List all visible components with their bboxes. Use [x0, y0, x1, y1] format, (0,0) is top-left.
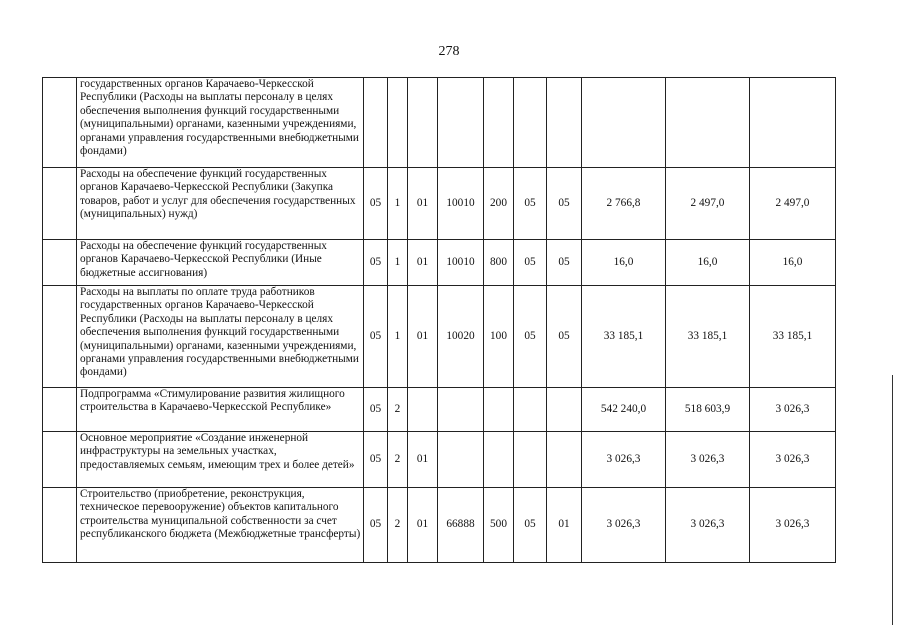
amount-cell: [582, 78, 666, 168]
amount-cell: 542 240,0: [582, 388, 666, 432]
code-cell: 800: [484, 240, 514, 286]
code-cell: 05: [514, 488, 547, 563]
code-cell: [514, 78, 547, 168]
code-cell: [514, 432, 547, 488]
row-number-cell: [43, 432, 77, 488]
code-cell: 1: [388, 168, 408, 240]
amount-cell: 16,0: [666, 240, 750, 286]
table-row: [43, 78, 836, 168]
row-name-cell: Подпрограмма «Стимулирование развития жилищного строительства в Карачаево-Черкесской Республике»: [77, 388, 364, 432]
amount-cell: 2 766,8: [582, 168, 666, 240]
table-row: [43, 286, 836, 388]
amount-cell: 3 026,3: [582, 432, 666, 488]
code-cell: 01: [547, 488, 582, 563]
code-cell: 200: [484, 168, 514, 240]
code-cell: 01: [408, 488, 438, 563]
code-cell: 05: [364, 388, 388, 432]
table-row: [43, 488, 836, 563]
row-name-cell: Расходы на выплаты по оплате труда работников государственных органов Карачаево-Черкесской Республики (Расходы на выплаты персоналу в целях обеспечения выполнения функций государственными (муниципальными) органами, казенными учреждениями, органами управления государственными внебюджетными фондами): [77, 286, 364, 388]
amount-cell: [750, 78, 836, 168]
amount-cell: 16,0: [582, 240, 666, 286]
code-cell: 05: [514, 240, 547, 286]
code-cell: 05: [364, 240, 388, 286]
code-cell: [388, 78, 408, 168]
amount-cell: 3 026,3: [666, 432, 750, 488]
table-row: [43, 388, 836, 432]
table-row: [43, 240, 836, 286]
table-row: [43, 432, 836, 488]
code-cell: [438, 432, 484, 488]
row-name-cell: Строительство (приобретение, реконструкция, техническое перевооружение) объектов капитального строительства муниципальной собственности за счет республиканского бюджета (Межбюджетные трансферты): [77, 488, 364, 563]
code-cell: [484, 388, 514, 432]
code-cell: 01: [408, 240, 438, 286]
code-cell: 10020: [438, 286, 484, 388]
amount-cell: 16,0: [750, 240, 836, 286]
amount-cell: 3 026,3: [750, 432, 836, 488]
code-cell: 05: [547, 168, 582, 240]
code-cell: 10010: [438, 240, 484, 286]
amount-cell: 3 026,3: [582, 488, 666, 563]
code-cell: [364, 78, 388, 168]
amount-cell: 3 026,3: [750, 388, 836, 432]
code-cell: [438, 388, 484, 432]
code-cell: 2: [388, 488, 408, 563]
code-cell: 2: [388, 388, 408, 432]
code-cell: 100: [484, 286, 514, 388]
row-name-cell: государственных органов Карачаево-Черкесской Республики (Расходы на выплаты персоналу в целях обеспечения выполнения функций государственными (муниципальными) органами, казенными учреждениями, органами управления государственными внебюджетными фондами): [77, 78, 364, 168]
amount-cell: 2 497,0: [666, 168, 750, 240]
code-cell: [484, 78, 514, 168]
amount-cell: 33 185,1: [750, 286, 836, 388]
amount-cell: 33 185,1: [582, 286, 666, 388]
code-cell: 05: [364, 488, 388, 563]
page-number: 278: [438, 44, 460, 59]
amount-cell: [666, 78, 750, 168]
code-cell: [408, 78, 438, 168]
amount-cell: 518 603,9: [666, 388, 750, 432]
code-cell: [408, 388, 438, 432]
row-name-cell: Расходы на обеспечение функций государственных органов Карачаево-Черкесской Республики (Закупка товаров, работ и услуг для обеспечения государственных (муниципальных) нужд): [77, 168, 364, 240]
code-cell: 05: [547, 240, 582, 286]
row-number-cell: [43, 488, 77, 563]
row-name-cell: Основное мероприятие «Создание инженерной инфраструктуры на земельных участках, предоставляемых семьям, имеющим трех и более детей»: [77, 432, 364, 488]
row-number-cell: [43, 286, 77, 388]
row-name-cell: Расходы на обеспечение функций государственных органов Карачаево-Черкесской Республики (Иные бюджетные ассигнования): [77, 240, 364, 286]
table-row: [43, 168, 836, 240]
code-cell: [484, 432, 514, 488]
code-cell: 05: [364, 286, 388, 388]
amount-cell: 33 185,1: [666, 286, 750, 388]
code-cell: [438, 78, 484, 168]
code-cell: 05: [547, 286, 582, 388]
code-cell: 01: [408, 168, 438, 240]
row-number-cell: [43, 240, 77, 286]
code-cell: 10010: [438, 168, 484, 240]
code-cell: 05: [514, 286, 547, 388]
code-cell: 500: [484, 488, 514, 563]
row-number-cell: [43, 168, 77, 240]
code-cell: [547, 388, 582, 432]
code-cell: [547, 432, 582, 488]
scan-edge-line: [892, 375, 893, 625]
code-cell: [514, 388, 547, 432]
code-cell: 01: [408, 286, 438, 388]
code-cell: 05: [364, 432, 388, 488]
code-cell: [547, 78, 582, 168]
code-cell: 01: [408, 432, 438, 488]
amount-cell: 2 497,0: [750, 168, 836, 240]
amount-cell: 3 026,3: [666, 488, 750, 563]
budget-table: [42, 77, 836, 563]
amount-cell: 3 026,3: [750, 488, 836, 563]
code-cell: 05: [514, 168, 547, 240]
code-cell: 05: [364, 168, 388, 240]
row-number-cell: [43, 78, 77, 168]
code-cell: 1: [388, 240, 408, 286]
row-number-cell: [43, 388, 77, 432]
code-cell: 2: [388, 432, 408, 488]
code-cell: 1: [388, 286, 408, 388]
code-cell: 66888: [438, 488, 484, 563]
